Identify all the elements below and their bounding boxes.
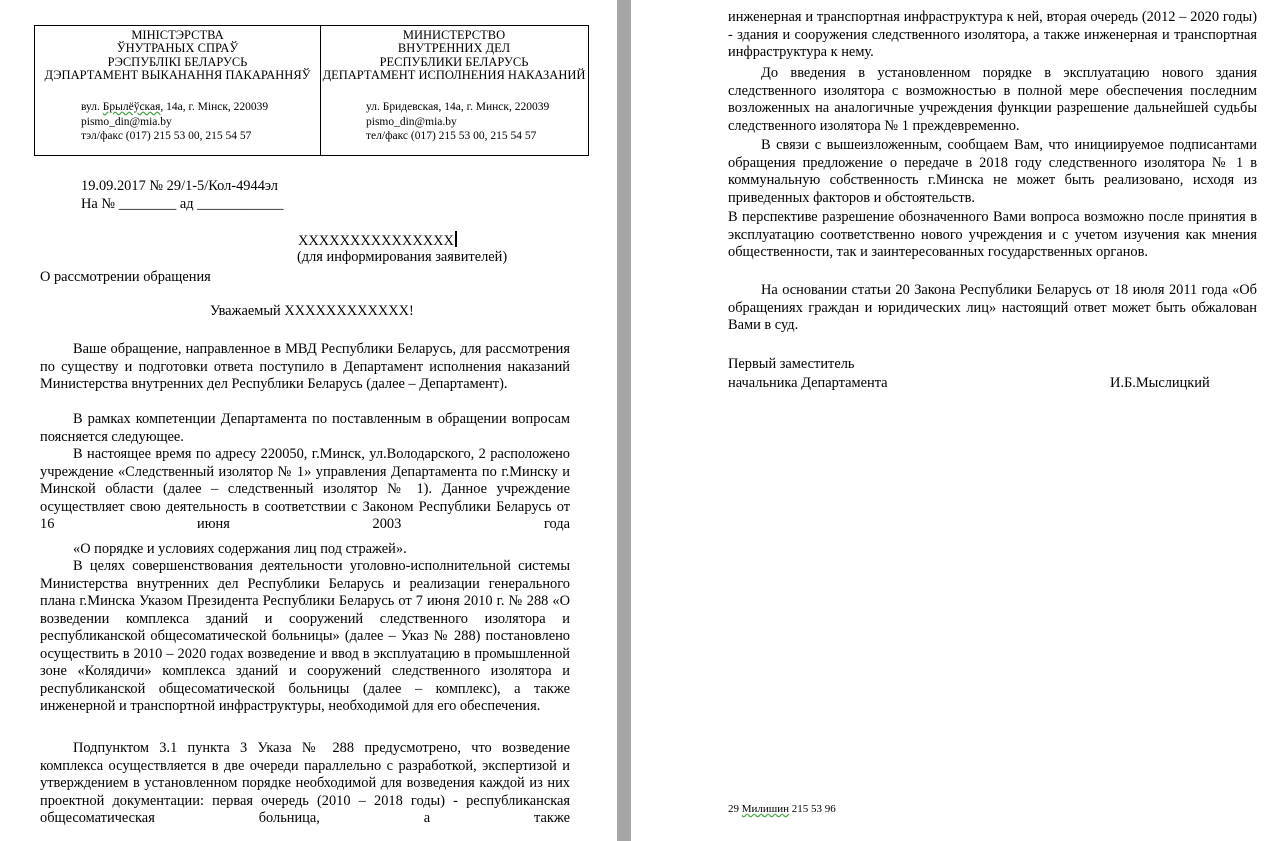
addressee-name[interactable]: ХХХХХХХХХХХХХХХ bbox=[298, 231, 457, 250]
email-by: pismo_din@mia.by bbox=[81, 115, 172, 128]
body-paragraph: Ваше обращение, направленное в МВД Республики Беларусь, для рассмотрения по существу и подготовки ответа поступило в Департамент исполнения наказаний Министерства внутренних дел Республики Беларусь (далее – Департамент). bbox=[40, 341, 570, 392]
contact-block-by bbox=[81, 100, 268, 144]
body-paragraph: инженерная и транспортная инфраструктура к ней, вторая очередь (2012 – 2020 годы) - здания и сооружения следственного изолятора, а также инженерная и транспортная инфраструктура к нему. bbox=[728, 9, 1257, 60]
subject-line: О рассмотрении обращения bbox=[40, 269, 211, 285]
body-paragraph: Подпунктом 3.1 пункта 3 Указа № 288 предусмотрено, что возведение комплекса осуществляется в две очереди параллельно с разработкой, экспертизой и утверждением в установленном порядке необходимой для возведения каждой из них проектной документации: первая очередь (2010 – 2018 годы) - республиканская общесоматическая больница, а также bbox=[40, 740, 570, 826]
addressee-note: (для информирования заявителей) bbox=[297, 249, 508, 265]
signatory-name: И.Б.Мыслицкий bbox=[1110, 375, 1210, 391]
phone-ru: тел/факс (017) 215 53 00, 215 54 57 bbox=[366, 130, 537, 142]
body-paragraph: В целях совершенствования деятельности уголовно-исполнительной системы Министерства внутренних дел Республики Беларусь и реализации генерального плана г.Минска Указом Президента Республики Беларусь от 7 июня 2010 г. № 288 «О возведении комплекса зданий и сооружений следственного изолятора и республиканской общесоматической больницы» (далее – Указ № 288) постановлено осуществить в 2010 – 2020 годах возведение и ввод в эксплуатацию в промышленной зоне «Колядичи» комплекса зданий и сооружений следственного изолятора и республиканской общесоматической больницы (далее – комплекс), а также инженерной и транспортной инфраструктуры, необходимой для его обеспечения. bbox=[40, 558, 570, 714]
letterhead-belarusian bbox=[35, 26, 321, 155]
executor-footer: 29 Милишин 215 53 96 bbox=[728, 803, 836, 815]
ministry-name-ru: МИНИСТЕРСТВО ВНУТРЕННИХ ДЕЛ РЕСПУБЛИКИ БЕЛАРУСЬ ДЕПАРТАМЕНТ ИСПОЛНЕНИЯ НАКАЗАНИЙ bbox=[322, 28, 586, 83]
reference-line: На № ________ ад ____________ bbox=[81, 196, 284, 212]
email-ru: pismo_din@mia.by bbox=[366, 115, 457, 128]
body-paragraph: На основании статьи 20 Закона Республики Беларусь от 18 июля 2011 года «Об обращениях граждан и юридических лиц» настоящий ответ может быть обжалован Вами в суд. bbox=[728, 282, 1257, 333]
body-paragraph: В настоящее время по адресу 220050, г.Минск, ул.Володарского, 2 расположено учреждение «Следственный изолятор № 1» управления Департамента по г.Минску и Минской области (далее – следственный изолятор № 1). Данное учреждение осуществляет свою деятельность в соответствии с Законом Республики Беларусь от 16 июня 2003 года bbox=[40, 446, 570, 532]
body-paragraph: До введения в установленном порядке в эксплуатацию нового здания следственного изолятора с возможностью в полной мере обеспечения последним возложенных на аналогичные учреждения функции разрешение дальнейшей судьбы следственного изолятора № 1 преждевременно. bbox=[728, 65, 1257, 134]
signatory-title: Первый заместитель bbox=[728, 356, 855, 372]
phone-by: тэл/факс (017) 215 53 00, 215 54 57 bbox=[81, 130, 252, 142]
address-by: вул. Брылёўская, 14а, г. Мінск, 220039 bbox=[81, 101, 269, 113]
contact-block-ru bbox=[366, 100, 549, 144]
text-cursor bbox=[455, 231, 457, 247]
body-paragraph: В рамках компетенции Департамента по поставленным в обращении вопросам поясняется следующее. bbox=[40, 411, 570, 445]
letter-date-number: 19.09.2017 № 29/1-5/Кол-4944эл bbox=[81, 178, 278, 194]
page-gap bbox=[617, 0, 631, 841]
body-paragraph: В перспективе разрешение обозначенного Вами вопроса возможно после принятия в эксплуатацию соответственно нового учреждения и с учетом изучения как мнения общественности, так и заинтересованных государственных органов. bbox=[728, 209, 1257, 260]
body-paragraph: В связи с вышеизложенным, сообщаем Вам, что инициируемое подписантами обращения предложение о передаче в 2018 году следственного изолятора № 1 в коммунальную собственность г.Минска не может быть реализовано, исходя из приведенных факторов и обстоятельств. bbox=[728, 137, 1257, 206]
salutation: Уважаемый ХХХХХХХХХХХХ! bbox=[210, 303, 414, 319]
letterhead-box bbox=[34, 25, 589, 156]
signatory-department: начальника Департамента bbox=[728, 375, 888, 391]
letterhead-russian bbox=[320, 26, 588, 155]
body-paragraph: «О порядке и условиях содержания лиц под стражей». bbox=[73, 541, 407, 557]
ministry-name-by: МІНІСТЭРСТВА ЎНУТРАНЫХ СПРАЎ РЭСПУБЛІКІ БЕЛАРУСЬ ДЭПАРТАМЕНТ ВЫКАНАННЯ ПАКАРАННЯЎ bbox=[44, 28, 311, 83]
address-ru: ул. Бридевская, 14а, г. Минск, 220039 bbox=[366, 101, 550, 113]
document-page-right bbox=[631, 0, 1280, 841]
document-page-left bbox=[0, 0, 617, 841]
